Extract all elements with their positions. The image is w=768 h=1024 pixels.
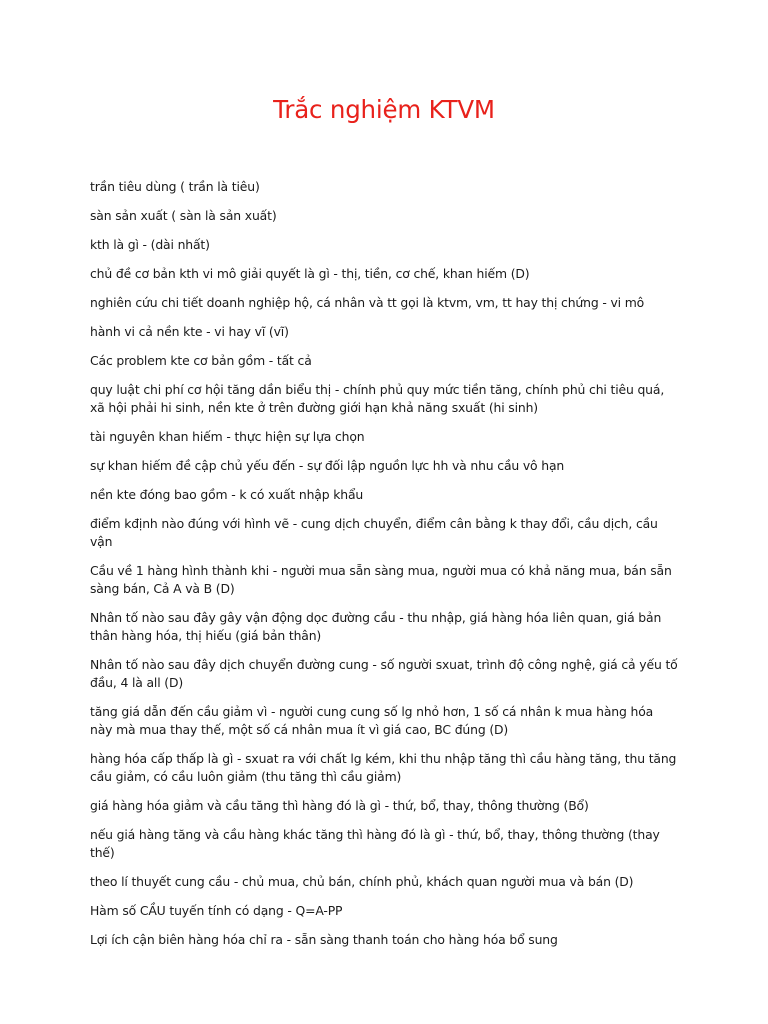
- list-item: Cầu về 1 hàng hình thành khi - người mua sẵn sàng mua, người mua có khả năng mua, bán sẵn sàng bán, Cả A và B (D): [90, 563, 672, 596]
- page-title: Trắc nghiệm KTVM: [273, 95, 495, 124]
- list-item: giá hàng hóa giảm và cầu tăng thì hàng đó là gì - thứ, bổ, thay, thông thường (Bổ): [90, 798, 589, 813]
- list-item: trần tiêu dùng ( trần là tiêu): [90, 179, 260, 194]
- list-item: theo lí thuyết cung cầu - chủ mua, chủ bán, chính phủ, khách quan người mua và bán (D): [90, 874, 634, 889]
- list-item: nghiên cứu chi tiết doanh nghiệp hộ, cá nhân và tt gọi là ktvm, vm, tt hay thị chứng - vi mô: [90, 295, 645, 310]
- list-item: hành vi cả nền kte - vi hay vĩ (vĩ): [90, 324, 289, 339]
- list-item: kth là gì - (dài nhất): [90, 237, 210, 252]
- list-item: Các problem kte cơ bản gồm - tất cả: [90, 353, 312, 368]
- list-item: quy luật chi phí cơ hội tăng dần biểu thị - chính phủ quy mức tiền tăng, chính phủ chi tiêu quá, xã hội phải hi sinh, nền kte ở trên đường giới hạn khả năng sxuất (hi sinh): [90, 382, 665, 415]
- list-item: sàn sản xuất ( sàn là sản xuất): [90, 208, 277, 223]
- list-item: nền kte đóng bao gồm - k có xuất nhập khẩu: [90, 487, 364, 502]
- list-item: Nhân tố nào sau đây gây vận động dọc đường cầu - thu nhập, giá hàng hóa liên quan, giá bản thân hàng hóa, thị hiếu (giá bản thân): [90, 610, 662, 643]
- list-item: tài nguyên khan hiếm - thực hiện sự lựa chọn: [90, 429, 365, 444]
- list-item: Hàm số CẦU tuyến tính có dạng - Q=A-PP: [90, 903, 343, 918]
- list-item: Nhân tố nào sau đây dịch chuyển đường cung - số người sxuat, trình độ công nghệ, giá cả yếu tố đầu, 4 là all (D): [90, 657, 678, 690]
- list-item: chủ đề cơ bản kth vi mô giải quyết là gì - thị, tiền, cơ chế, khan hiếm (D): [90, 266, 530, 281]
- quiz-notes-list: [90, 178, 678, 949]
- list-item: nếu giá hàng tăng và cầu hàng khác tăng thì hàng đó là gì - thứ, bổ, thay, thông thường (thay thế): [90, 827, 660, 860]
- list-item: Lợi ích cận biên hàng hóa chỉ ra - sẵn sàng thanh toán cho hàng hóa bổ sung: [90, 932, 558, 947]
- list-item: tăng giá dẫn đến cầu giảm vì - người cung cung số lg nhỏ hơn, 1 số cá nhân k mua hàng hóa này mà mua thay thế, một số cá nhân mua ít vì giá cao, BC đúng (D): [90, 704, 654, 737]
- list-item: sự khan hiếm đề cập chủ yếu đến - sự đối lập nguồn lực hh và nhu cầu vô hạn: [90, 458, 565, 473]
- list-item: hàng hóa cấp thấp là gì - sxuat ra với chất lg kém, khi thu nhập tăng thì cầu hàng tăng, thu tăng cầu giảm, có cầu luôn giảm (thu tăng thì cầu giảm): [90, 751, 677, 784]
- list-item: điểm kđịnh nào đúng với hình vẽ - cung dịch chuyển, điểm cân bằng k thay đổi, cầu dịch, cầu vận: [90, 516, 658, 549]
